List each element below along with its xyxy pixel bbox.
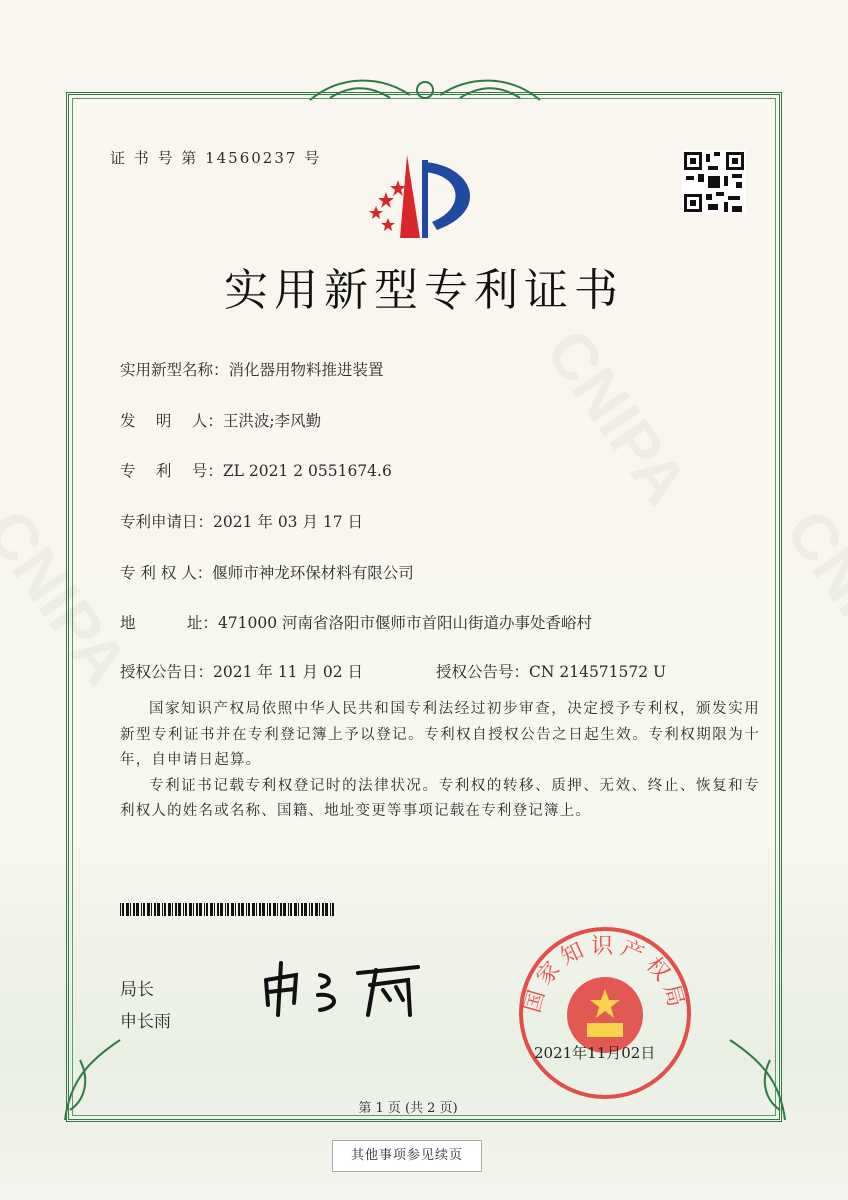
barcode-bar	[294, 903, 297, 916]
barcode-bar	[235, 903, 236, 916]
barcode-bar	[147, 903, 150, 916]
seal-text: 国家知识产权局	[520, 934, 690, 1016]
field-label: 发 明 人：	[120, 412, 223, 430]
barcode-bar	[157, 903, 160, 916]
barcode-bar	[133, 903, 135, 916]
barcode-bar	[298, 903, 299, 916]
field-address	[120, 611, 592, 633]
barcode-bar	[136, 903, 139, 916]
barcode-bar	[262, 903, 265, 916]
field-value: 消化器用物料推进装置	[228, 361, 384, 379]
field-application-date	[120, 510, 363, 532]
page-number: 第 1 页 (共 2 页)	[358, 1101, 458, 1116]
barcode-bar	[183, 903, 184, 916]
barcode-bar	[196, 903, 198, 916]
barcode-bar	[141, 903, 142, 916]
field-value: 2021 年 11 月 02 日	[213, 663, 364, 681]
certificate-statement	[120, 697, 760, 825]
barcode-bar	[126, 903, 129, 916]
barcode-bar	[193, 903, 194, 916]
barcode-bar	[248, 903, 250, 916]
barcode-bar	[164, 903, 166, 916]
field-value: 2021 年 03 月 17 日	[213, 513, 364, 531]
field-value: CN 214571572 U	[529, 663, 667, 681]
barcode-bar	[225, 903, 226, 916]
barcode-bar	[185, 903, 187, 916]
barcode-bar	[143, 903, 145, 916]
paragraph: 专利证书记载专利权登记时的法律状况。专利权的转移、质押、无效、终止、恢复和专利权人的姓名或名称、国籍、地址变更等事项记载在专利登记簿上。	[120, 777, 760, 819]
barcode-bar	[217, 903, 219, 916]
barcode-bar	[206, 903, 208, 916]
field-grant-date	[120, 660, 363, 682]
barcode-bar	[130, 903, 131, 916]
barcode-bar	[122, 903, 124, 916]
field-label: 授权公告日：	[120, 663, 214, 681]
field-value: 王洪波;李风勤	[222, 412, 322, 430]
barcode-bar	[241, 903, 244, 916]
barcode-bar	[172, 903, 173, 916]
barcode-bar	[325, 903, 328, 916]
barcode-bar	[178, 903, 181, 916]
barcode-bar	[256, 903, 257, 916]
barcode-bar	[269, 903, 271, 916]
barcode-bar	[267, 903, 268, 916]
field-inventor	[120, 409, 321, 431]
barcode-bar	[311, 903, 313, 916]
barcode-bar	[227, 903, 229, 916]
field-patentee	[120, 561, 414, 583]
barcode-bar	[238, 903, 240, 916]
barcode-bar	[162, 903, 163, 916]
barcode-bar	[330, 903, 331, 916]
barcode-bar	[309, 903, 310, 916]
director-title: 局长	[120, 980, 154, 1000]
ornament-top	[300, 70, 550, 110]
field-patent-number	[120, 459, 392, 481]
director-signature	[258, 955, 438, 1025]
barcode-bar	[214, 903, 215, 916]
certificate-number: 证 书 号 第 14560237 号	[110, 149, 322, 167]
barcode-bar	[231, 903, 234, 916]
paragraph: 国家知识产权局依照中华人民共和国专利法经过初步审查，决定授予专利权，颁发实用新型专利证书并在专利登记簿上予以登记。专利权自授权公告之日起生效。专利权期限为十年，自申请日起算。	[120, 701, 760, 768]
barcode-bar	[283, 903, 286, 916]
barcode-bar	[273, 903, 276, 916]
field-label: 授权公告号：	[436, 663, 530, 681]
barcode-bar	[189, 903, 192, 916]
field-label: 专 利 权 人：	[120, 564, 213, 582]
barcode-bar	[319, 903, 320, 916]
barcode-bar	[288, 903, 289, 916]
barcode-bar	[220, 903, 223, 916]
barcode-bar	[175, 903, 177, 916]
barcode-bar	[154, 903, 156, 916]
barcode-bar	[259, 903, 261, 916]
official-seal	[515, 923, 695, 1103]
barcode-bar	[277, 903, 278, 916]
field-label: 地 址：	[120, 614, 218, 632]
qr-code	[682, 150, 746, 214]
field-label: 专 利 号：	[120, 462, 223, 480]
field-value: 471000 河南省洛阳市偃师市首阳山街道办事处香峪村	[217, 614, 593, 632]
barcode-bar	[246, 903, 247, 916]
continuation-note: 其他事项参见续页	[332, 1140, 482, 1172]
barcode-bar	[252, 903, 255, 916]
barcode-bar	[315, 903, 318, 916]
director-name: 申长雨	[120, 1012, 171, 1032]
field-label: 实用新型名称：	[120, 361, 229, 379]
barcode-bar	[332, 903, 334, 916]
field-value: ZL 2021 2 0551674.6	[222, 462, 392, 480]
cnipa-logo	[362, 150, 492, 245]
field-value: 偃师市神龙环保材料有限公司	[212, 564, 414, 582]
barcode-bar	[210, 903, 213, 916]
barcode-bar	[304, 903, 307, 916]
field-utility-model-name	[120, 358, 384, 380]
seal-date: 2021年11月02日	[534, 1044, 656, 1062]
barcode-bar	[290, 903, 292, 916]
barcode-bar	[280, 903, 282, 916]
barcode-bar	[120, 903, 121, 916]
barcode-bar	[301, 903, 303, 916]
barcode-bar	[204, 903, 205, 916]
barcode	[120, 903, 336, 916]
barcode-bar	[151, 903, 152, 916]
page-title: 实用新型专利证书	[224, 265, 624, 316]
barcode-bar	[168, 903, 171, 916]
watermark	[771, 496, 848, 698]
field-announcement-number	[436, 660, 666, 682]
barcode-bar	[322, 903, 324, 916]
field-label: 专利申请日：	[120, 513, 214, 531]
barcode-bar	[199, 903, 202, 916]
